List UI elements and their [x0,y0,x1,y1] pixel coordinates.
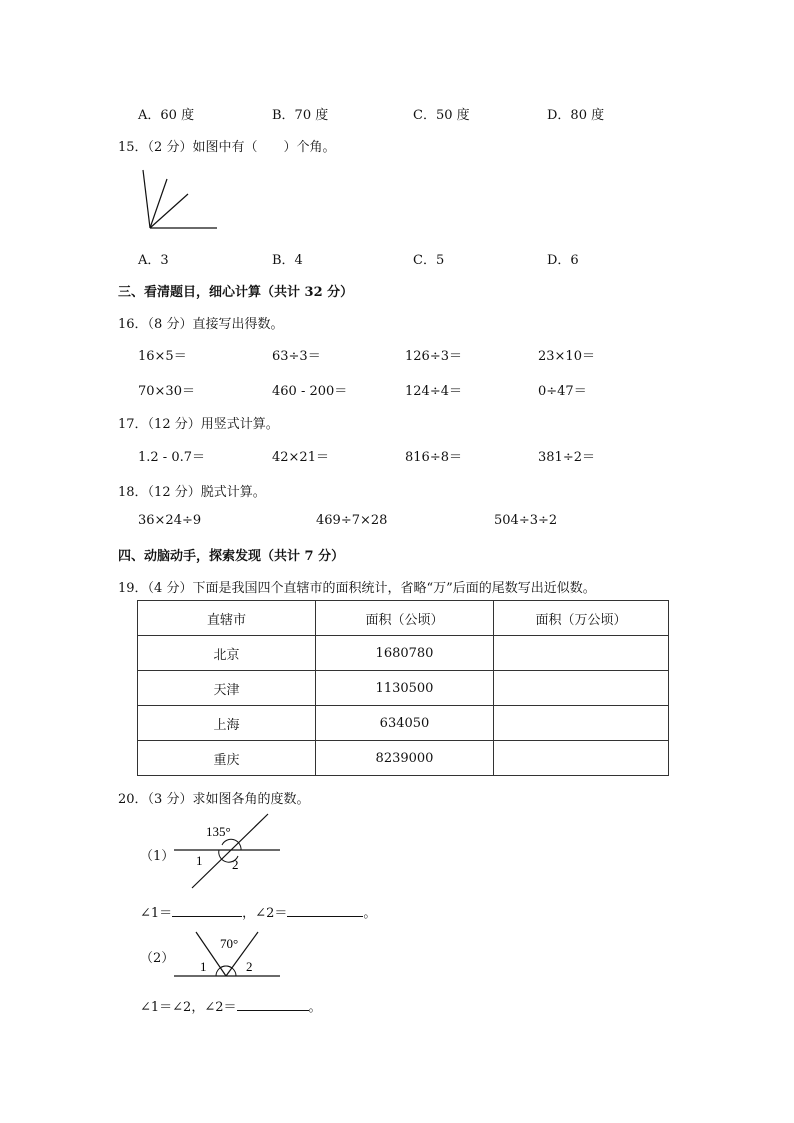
q15-ray-1 [143,170,150,228]
q20-fig1-mark-1: 1 [196,853,203,868]
approx-answer-cell[interactable] [494,671,669,706]
city-cell: 北京 [138,636,316,671]
table-row [138,741,669,776]
q20-fig2-mark-1: 1 [200,959,207,974]
approx-answer-cell[interactable] [494,706,669,741]
q17-item: 42×21＝ [272,450,329,465]
q17-item: 1.2 - 0.7＝ [138,450,206,465]
q18-item: 504÷3÷2 [494,513,558,528]
table-header-row [138,601,669,636]
header-area: 面积（公顷） [316,601,494,636]
q15-angle-figure [140,168,220,230]
area-cell: 1130500 [316,671,494,706]
q18-prompt: 18．（12 分）脱式计算。 [118,485,266,500]
q20-fig1-angle-label: 135° [206,824,231,839]
q20-part1-sep: ，∠2＝ [242,906,288,921]
q16-item: 0÷47＝ [538,384,587,399]
area-cell: 634050 [316,706,494,741]
area-table [137,600,669,776]
q20-part2-relation: ∠1＝∠2，∠2＝ [140,1000,237,1015]
q18-item: 469÷7×28 [316,513,388,528]
q15-option-d: D．6 [547,253,579,268]
header-approx: 面积（万公顷） [494,601,669,636]
city-cell: 天津 [138,671,316,706]
q17-item: 816÷8＝ [405,450,462,465]
q15-prompt: 15．（2 分）如图中有（ ）个角。 [118,140,336,155]
area-cell: 1680780 [316,636,494,671]
header-city: 直辖市 [138,601,316,636]
q19-prompt: 19．（4 分）下面是我国四个直辖市的面积统计，省略“万”后面的尾数写出近似数。 [118,581,596,596]
section-3-heading: 三、看清题目，细心计算（共计 32 分） [118,285,354,300]
q20-part1-blank-1[interactable] [172,904,242,917]
q20-fig1-mark-2: 2 [232,857,239,872]
q17-item: 381÷2＝ [538,450,595,465]
q14-option-d: D．80 度 [547,108,605,123]
approx-answer-cell[interactable] [494,741,669,776]
q20-prompt: 20．（3 分）求如图各角的度数。 [118,792,310,807]
q16-item: 23×10＝ [538,349,595,364]
q16-item: 124÷4＝ [405,384,462,399]
q20-part2-end: 。 [308,1000,322,1015]
q20-fig2-mark-2: 2 [246,959,253,974]
table-row [138,671,669,706]
q20-part2-blank[interactable] [237,998,309,1011]
q20-figure-2 [172,930,284,980]
q20-figure-1 [172,812,284,890]
section-4-heading: 四、动脑动手，探索发现（共计 7 分） [118,549,345,564]
q20-part1-angle1-label: ∠1＝ [140,906,173,921]
q16-item: 70×30＝ [138,384,195,399]
q20-part1-end: 。 [363,906,377,921]
q16-item: 126÷3＝ [405,349,462,364]
table-row [138,706,669,741]
q14-option-c: C．50 度 [413,108,470,123]
q16-item: 460 - 200＝ [272,384,348,399]
q17-prompt: 17．（12 分）用竖式计算。 [118,417,279,432]
q20-part1-label: （1） [140,849,175,864]
city-cell: 上海 [138,706,316,741]
q15-option-a: A．3 [138,253,169,268]
q16-item: 16×5＝ [138,349,187,364]
q15-option-b: B．4 [272,253,303,268]
q15-option-c: C．5 [413,253,445,268]
table-row [138,636,669,671]
city-cell: 重庆 [138,741,316,776]
q14-option-b: B．70 度 [272,108,329,123]
q20-fig2-angle-label: 70° [220,936,239,951]
q16-prompt: 16．（8 分）直接写出得数。 [118,317,284,332]
q20-part1-blank-2[interactable] [287,904,363,917]
q20-part1-answer [140,902,376,921]
q20-part2-label: （2） [140,951,175,966]
area-cell: 8239000 [316,741,494,776]
q20-part2-answer [140,996,322,1015]
q18-item: 36×24÷9 [138,513,202,528]
approx-answer-cell[interactable] [494,636,669,671]
q14-option-a: A．60 度 [138,108,195,123]
q16-item: 63÷3＝ [272,349,321,364]
